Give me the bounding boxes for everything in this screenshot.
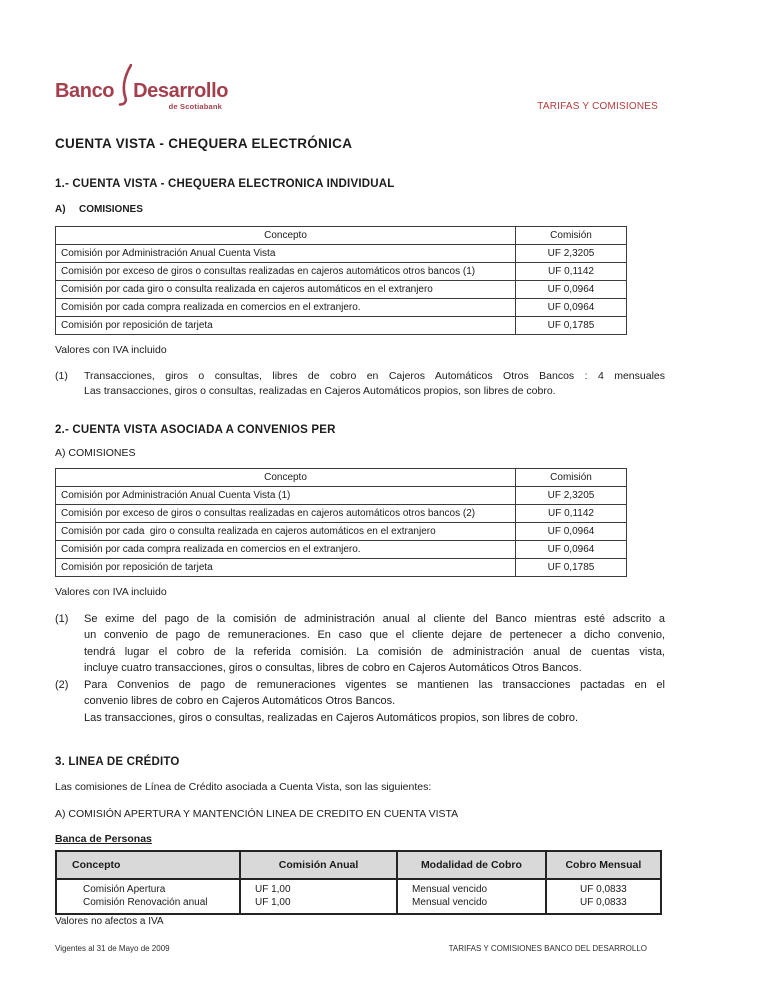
logo-word-banco: Banco [55,80,115,102]
fee-cell: UF 0,1142 [516,263,627,281]
fee-cell: UF 0,1785 [516,558,627,576]
table-header-row [56,468,627,486]
fee-cell: UF 0,1142 [516,504,627,522]
column-header-cobro-mensual: Cobro Mensual [546,851,661,879]
concept-cell: Comisión Apertura [56,879,240,896]
footnote-line: Las transacciones, giros o consultas, realizadas en Cajeros Automáticos propios, son libres de cobro. [84,711,579,724]
fee-cell: UF 2,3205 [516,245,627,263]
billing-mode-cell: Mensual vencido [397,879,546,896]
concept-cell: Comisión por Administración Anual Cuenta Vista [56,245,516,263]
concept-cell: Comisión por cada compra realizada en comercios en el extranjero. [56,540,516,558]
logo-swoosh-icon [117,64,132,110]
footnote-marker: (2) [55,678,69,691]
subheading-label: COMISIONES [79,204,143,215]
column-header-concepto: Concepto [56,227,516,245]
table-row [56,896,661,914]
monthly-fee-cell: UF 0,0833 [546,879,661,896]
concept-cell: Comisión por cada giro o consulta realizada en cajeros automáticos en el extranjero [56,522,516,540]
footnote-text [84,369,665,399]
segment-heading: Banca de Personas [55,833,152,846]
column-header-concepto: Concepto [56,851,240,879]
table-row [56,486,627,504]
table-row [56,317,627,335]
concept-cell: Comisión Renovación anual [56,896,240,914]
table-row [56,504,627,522]
document-content [55,136,715,953]
column-header-comision: Comisión [516,227,627,245]
footnote-1 [55,369,665,399]
section-3-intro: Las comisiones de Línea de Crédito asociada a Cuenta Vista, son las siguientes: [55,781,432,794]
table-row [56,879,661,896]
footnote-line: Las transacciones, giros o consultas, realizadas en Cajeros Automáticos propios, son libres de cobro. [84,384,556,397]
footnote-2 [55,677,665,727]
concept-cell: Comisión por reposición de tarjeta [56,317,516,335]
table-row [56,522,627,540]
monthly-fee-cell: UF 0,0833 [546,896,661,914]
section-2-heading: 2.- CUENTA VISTA ASOCIADA A CONVENIOS PER [55,423,336,436]
footer-validity-date: Vigentes al 31 de Mayo de 2009 [55,944,170,954]
fee-cell: UF 0,0964 [516,281,627,299]
fees-table-2 [55,468,627,577]
table-header-row [56,227,627,245]
table-row [56,245,627,263]
concept-cell: Comisión por Administración Anual Cuenta Vista (1) [56,486,516,504]
footnote-1 [55,611,665,677]
table-header-row [56,851,661,879]
footnote-line: Se exime del pago de la comisión de administración anual al cliente del Banco mientras esté adscrito a [84,612,665,625]
footnote-line: incluye cuatro transacciones, giros o consultas, libres de cobro en Cajeros Automáticos Otros Bancos. [84,662,582,675]
section-1-heading: 1.- CUENTA VISTA - CHEQUERA ELECTRONICA INDIVIDUAL [55,178,395,190]
credit-line-table [55,850,662,915]
bank-logo-wordmark [55,64,228,101]
footnote-line: Para Convenios de pago de remuneraciones vigentes se mantienen las transacciones pactadas en el [84,678,665,691]
concept-cell: Comisión por reposición de tarjeta [56,558,516,576]
fee-cell: UF 0,0964 [516,522,627,540]
footnote-marker: (1) [55,370,68,382]
footnote-line: tendrá lugar el cobro de la referida comisión. La comisión de administración anual de cuentas vista, [84,645,665,658]
table-row [56,558,627,576]
fee-cell: UF 0,0964 [516,540,627,558]
footnote-line: Transacciones, giros o consultas, libres de cobro en Cajeros Automáticos Otros Bancos : 4 mensuales [84,370,665,382]
footnote-line: un convenio de pago de remuneraciones. En caso que el cliente dejare de pertenecer a dicho convenio, [84,629,665,642]
table-row [56,299,627,317]
iva-note: Valores con IVA incluido [55,344,167,356]
section-2-subheading: A) COMISIONES [55,446,136,459]
section-1-subheading [55,204,715,215]
section-3-heading: 3. LINEA DE CRÉDITO [55,756,180,769]
annual-fee-cell: UF 1,00 [240,896,397,914]
column-header-comision: Comisión [516,468,627,486]
bank-logo [55,64,228,111]
footnote-text [84,677,665,727]
table-row [56,540,627,558]
fees-table-1 [55,226,627,335]
table-row [56,263,627,281]
table-row [56,281,627,299]
logo-subtitle: de Scotiabank [168,102,223,111]
page-footer [55,944,647,953]
concept-cell: Comisión por exceso de giros o consultas realizadas en cajeros automáticos otros bancos (2) [56,504,516,522]
page-title: CUENTA VISTA - CHEQUERA ELECTRÓNICA [55,136,353,151]
iva-note: Valores con IVA incluido [55,585,167,598]
footer-document-title: TARIFAS Y COMISIONES BANCO DEL DESARROLLO [448,944,647,954]
column-header-concepto: Concepto [56,468,516,486]
subheading-letter: A) [55,204,66,215]
footnote-marker: (1) [55,612,69,625]
fee-cell: UF 0,1785 [516,317,627,335]
iva-note: Valores no afectos a IVA [55,916,164,928]
fee-cell: UF 0,0964 [516,299,627,317]
header-tagline: TARIFAS Y COMISIONES [537,101,658,112]
footnote-text [84,611,665,677]
column-header-comision-anual: Comisión Anual [240,851,397,879]
annual-fee-cell: UF 1,00 [240,879,397,896]
concept-cell: Comisión por cada giro o consulta realizada en cajeros automáticos en el extranjero [56,281,516,299]
section-3-subheading: A) COMISIÓN APERTURA Y MANTENCIÓN LINEA DE CREDITO EN CUENTA VISTA [55,808,459,821]
fee-cell: UF 2,3205 [516,486,627,504]
billing-mode-cell: Mensual vencido [397,896,546,914]
column-header-modalidad: Modalidad de Cobro [397,851,546,879]
footnote-line: convenio libres de cobro en Cajeros Automáticos Otros Bancos. [84,695,396,708]
concept-cell: Comisión por exceso de giros o consultas realizadas en cajeros automáticos otros bancos (1) [56,263,516,281]
logo-word-desarrollo: Desarrollo [133,80,229,102]
concept-cell: Comisión por cada compra realizada en comercios en el extranjero. [56,299,516,317]
